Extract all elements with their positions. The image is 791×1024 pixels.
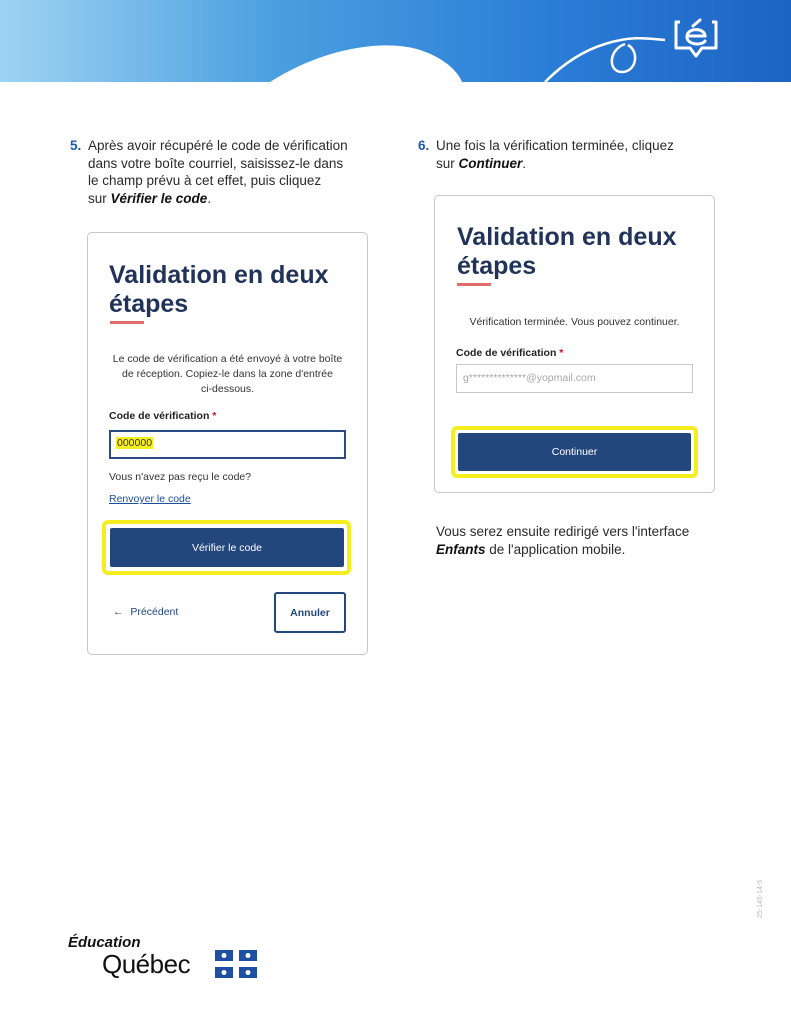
step-text-line: dans votre boîte courriel, saisissez-le dans	[88, 155, 344, 171]
verification-complete-card	[434, 195, 715, 493]
verify-code-button[interactable]: Vérifier le code	[110, 528, 344, 567]
document-number-text: 25-145-14-5	[757, 879, 764, 918]
input-value: g**************@yopmail.com	[463, 372, 596, 384]
message-line: Le code de vérification a été envoyé à votre boîte	[112, 353, 343, 365]
code-sent-message	[88, 352, 367, 397]
step-text-line: Après avoir récupéré le code de vérification	[88, 138, 348, 153]
step-number: 6.	[418, 138, 430, 153]
step-5-instructions	[70, 137, 388, 207]
card-title	[109, 261, 329, 319]
title-accent-bar	[110, 321, 144, 324]
no-code-text: Vous n'avez pas reçu le code?	[109, 471, 252, 483]
logo-line-1: Éducation	[68, 934, 141, 951]
required-mark: *	[559, 347, 564, 359]
quebec-flag-icon	[215, 950, 257, 978]
card-title-line: Validation en deux	[457, 223, 677, 251]
header-banner	[0, 0, 791, 82]
step-text-line	[88, 190, 388, 208]
document-number	[757, 860, 771, 920]
message-line: de réception. Copiez-le dans la zone d'entrée	[122, 368, 333, 380]
note-emphasis: Enfants	[436, 541, 486, 557]
step-text-line: le champ prévu à cet effet, puis cliquez	[88, 173, 322, 188]
message-line: ci-dessous.	[200, 383, 255, 395]
step-text-line: Une fois la vérification terminée, cliquez	[436, 138, 674, 153]
code-field-label	[109, 410, 216, 422]
card-title-line: étapes	[457, 252, 537, 280]
verification-code-input[interactable]	[109, 430, 346, 459]
step-number: 5.	[70, 138, 82, 153]
verification-complete-message: Vérification terminée. Vous pouvez continuer.	[469, 316, 680, 328]
cancel-button[interactable]: Annuler	[274, 592, 346, 633]
step-text-line	[436, 155, 736, 173]
back-link[interactable]	[113, 606, 178, 618]
logo-line-2: Québec	[102, 949, 191, 979]
card-title	[457, 223, 677, 281]
verification-code-card	[87, 232, 368, 655]
step-6-instructions	[418, 137, 736, 172]
resend-code-link[interactable]: Renvoyer le code	[109, 493, 191, 505]
e-acute-speech-bubble-icon	[672, 18, 722, 60]
back-label: Précédent	[130, 606, 179, 618]
verification-code-input-disabled	[456, 364, 693, 393]
step-emphasis: Continuer	[458, 155, 523, 171]
redirect-note	[436, 523, 736, 558]
step-text-prefix: sur	[88, 190, 111, 206]
step-text-prefix: sur	[436, 155, 459, 171]
label-text: Code de vérification	[109, 410, 210, 422]
code-field-label	[456, 347, 563, 359]
step-text-suffix: .	[207, 190, 212, 206]
continue-button[interactable]: Continuer	[458, 433, 691, 471]
note-line: Vous serez ensuite redirigé vers l'interface	[436, 524, 690, 539]
card-title-line: Validation en deux	[109, 261, 329, 289]
label-text: Code de vérification	[456, 347, 557, 359]
title-accent-bar	[457, 283, 491, 286]
note-suffix: de l'application mobile.	[485, 541, 626, 557]
note-line	[436, 541, 736, 559]
input-value: 000000	[117, 437, 153, 449]
step-text-suffix: .	[522, 155, 527, 171]
arrow-left-icon: ←	[113, 606, 124, 618]
required-mark: *	[212, 410, 217, 422]
card-title-line: étapes	[109, 290, 189, 318]
step-emphasis: Vérifier le code	[110, 190, 208, 206]
